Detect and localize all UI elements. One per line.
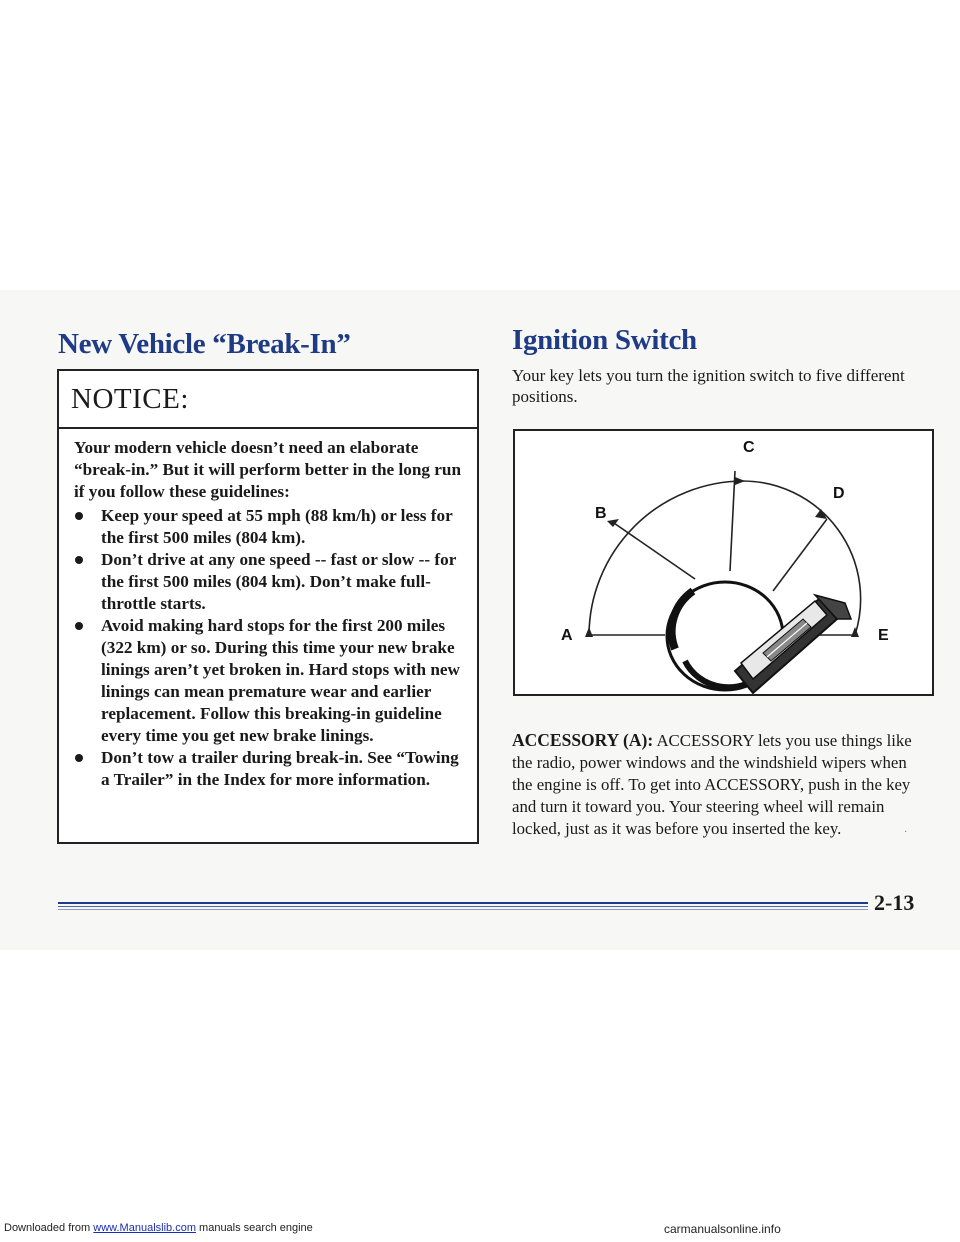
footer-rule [58,902,868,904]
accessory-text: ACCESSORY lets you use things like the radio, power windows and the windshield wipers when the engine is off. To get into ACCESSORY, push in the key and turn it toward you. Your steering wheel will remain locked, just as it was before you inserted the key. [512,731,912,838]
arrow-a-icon [585,627,593,637]
notice-body [59,429,477,791]
position-label-d: D [833,485,845,502]
notice-bullet-item [74,505,463,549]
pointer-line-c [730,471,735,571]
download-footer [4,1222,313,1234]
arrow-e-icon [851,627,859,637]
section-heading-ignition-switch: Ignition Switch [512,324,697,356]
ignition-intro-text: Your key lets you turn the ignition switch to five different positions. [512,366,905,406]
position-label-a: A [561,627,573,644]
notice-bullet-text: Avoid making hard stops for the first 200 miles (322 km) or so. During this time your new brake linings aren’t yet broken in. Hard stops with new linings can mean premature wear and earlier replacement. Follow this breaking-in guideline every time you get new brake linings. [101,616,460,745]
position-label-b: B [595,505,607,522]
notice-bullet-text: Don’t tow a trailer during break-in. See “Towing a Trailer” in the Index for more information. [101,748,459,789]
page-number: 2-13 [874,890,915,915]
watermark-site: carmanualsonline.info [664,1222,781,1236]
notice-intro: Your modern vehicle doesn’t need an elaborate “break-in.” But it will perform better in the long run if you follow these guidelines: [74,438,462,501]
bullet-icon [75,512,83,520]
bullet-icon [75,622,83,630]
pointer-line-b [611,521,695,579]
accessory-paragraph [512,729,922,840]
notice-bullet-item [74,747,463,791]
footer-prefix: Downloaded from [4,1222,94,1234]
bullet-icon [75,754,83,762]
bullet-icon [75,556,83,564]
position-label-e: E [878,627,889,644]
notice-bullet-item [74,615,463,747]
accessory-term: ACCESSORY (A): [512,730,654,750]
notice-bullet-text: Don’t drive at any one speed -- fast or slow -- for the first 500 miles (804 km). Don’t make full-throttle starts. [101,550,457,613]
position-label-c: C [743,439,755,456]
ignition-diagram-drawing [515,431,932,694]
section-heading-break-in: New Vehicle “Break-In” [58,328,351,360]
notice-box [57,369,479,844]
stray-mark: · [904,827,908,838]
notice-bullet-list [74,505,463,791]
footer-rule [58,909,868,910]
notice-bullet-item [74,549,463,615]
footer-suffix: manuals search engine [195,1222,313,1234]
footer-rule [58,906,868,907]
manualslib-link[interactable]: www.Manualslib.com [93,1222,196,1234]
arrow-c-icon [735,477,745,485]
notice-bullet-text: Keep your speed at 55 mph (88 km/h) or less for the first 500 miles (804 km). [101,506,453,547]
notice-title: NOTICE: [59,371,477,429]
ignition-switch-diagram [513,429,934,696]
pointer-line-d [773,519,827,591]
